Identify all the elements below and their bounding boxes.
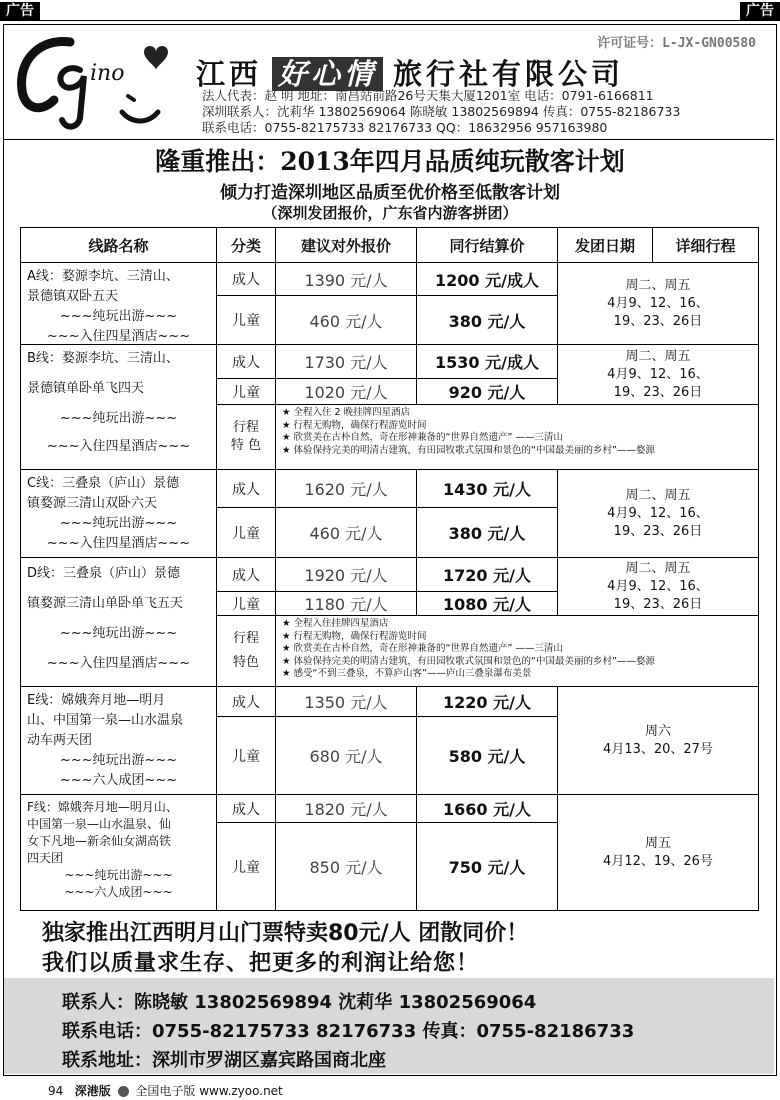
route-name-line: 景德镇双卧五天 bbox=[27, 289, 119, 304]
route-name-line: F线：嫦娥奔月地—明月山、 bbox=[27, 800, 178, 814]
category-adult: 成人 bbox=[217, 345, 276, 379]
route-name-line: A线：婺源李坑、三清山、 bbox=[27, 269, 179, 284]
departure-weekday: 周二、周五 bbox=[625, 487, 691, 503]
adult-public-price: 1730 元/人 bbox=[276, 345, 417, 379]
route-tag: ~~~六人成团~~~ bbox=[59, 773, 178, 788]
ad-label-right: 广告 bbox=[740, 2, 780, 20]
route-tag: ~~~纯玩出游~~~ bbox=[59, 516, 178, 531]
contact-phones: 联系电话：0755-82175733 82176733 传真：0755-82186733 bbox=[62, 1021, 635, 1042]
page-footer bbox=[48, 1082, 283, 1099]
adult-peer-price: 1220 元/人 bbox=[417, 687, 558, 717]
departure-days: 19、23、26日 bbox=[613, 384, 703, 400]
itinerary-item: ★ 欣赏美在古朴自然，奇在形神兼备的“世界自然遗产” ——三清山 bbox=[282, 643, 563, 654]
contact-people: 联系人：陈晓敏 13802569894 沈莉华 13802569064 bbox=[62, 992, 537, 1013]
route-name-line: B线：婺源李坑、三清山、 bbox=[27, 351, 179, 366]
route-name-line: 镇婺源三清山单卧单飞五天 bbox=[27, 596, 184, 611]
header-category: 分类 bbox=[217, 227, 276, 263]
top-rule bbox=[0, 20, 780, 21]
page-subheadline: 倾力打造深圳地区品质至优价格至低散客计划 bbox=[220, 183, 560, 203]
route-tag: ~~~入住四星酒店~~~ bbox=[46, 536, 191, 551]
child-peer-price: 1080 元/人 bbox=[417, 592, 558, 616]
itinerary-label-line: 特 色 bbox=[230, 438, 262, 453]
company-prefix: 江西 bbox=[196, 57, 263, 91]
page-note: （深圳发团报价，广东省内游客拼团） bbox=[262, 204, 518, 222]
adult-peer-price: 1430 元/人 bbox=[417, 470, 558, 508]
route-name-line: 景德镇单卧单飞四天 bbox=[27, 381, 145, 396]
category-adult: 成人 bbox=[217, 263, 276, 296]
route-name-line: E线：嫦娥奔月地—明月 bbox=[27, 693, 166, 708]
departure-days: 4月9、12、16、 bbox=[607, 366, 709, 382]
edition-logo-icon bbox=[118, 1086, 129, 1097]
adult-public-price: 1820 元/人 bbox=[276, 795, 417, 823]
category-child: 儿童 bbox=[217, 296, 276, 345]
company-info-line: 联系电话：0755-82175733 82176733 QQ：18632956 957163980 bbox=[202, 120, 608, 135]
license-number: 许可证号：L-JX-GN00580 bbox=[597, 36, 756, 51]
child-public-price: 1020 元/人 bbox=[276, 379, 417, 405]
departure-weekday: 周二、周五 bbox=[625, 277, 691, 293]
route-tag: ~~~纯玩出游~~~ bbox=[59, 411, 178, 426]
itinerary-item: ★ 全程入住挂牌四星酒店 bbox=[282, 618, 389, 629]
company-name bbox=[196, 52, 624, 93]
company-logo-icon bbox=[10, 30, 200, 134]
company-brand: 好心情 bbox=[272, 57, 383, 91]
edition-name: 深港版 bbox=[74, 1084, 111, 1098]
route-tag: ~~~六人成团~~~ bbox=[64, 885, 173, 899]
page-number: 94 bbox=[48, 1084, 64, 1098]
route-tag: ~~~纯玩出游~~~ bbox=[59, 753, 178, 768]
category-child: 儿童 bbox=[217, 592, 276, 616]
departure-days: 19、23、26日 bbox=[613, 313, 703, 329]
child-peer-price: 580 元/人 bbox=[417, 717, 558, 795]
child-public-price: 460 元/人 bbox=[276, 296, 417, 345]
adult-public-price: 1620 元/人 bbox=[276, 470, 417, 508]
svg-text:ino: ino bbox=[90, 61, 125, 86]
route-name-line: 中国第一泉—山水温泉、仙 bbox=[27, 817, 172, 831]
company-info-line: 法人代表：赵 明 地址：南昌站前路26号天集大厦1201室 电话：0791-6166811 bbox=[202, 88, 654, 103]
itinerary-item: ★ 行程无购物，确保行程游览时间 bbox=[282, 630, 427, 642]
route-name-line: 四天团 bbox=[27, 851, 64, 865]
header-route-name: 线路名称 bbox=[20, 227, 217, 263]
header-public-price: 建议对外报价 bbox=[276, 227, 417, 263]
company-suffix: 旅行社有限公司 bbox=[393, 57, 625, 91]
company-info-line: 深圳联系人：沈莉华 13802569064 陈晓敏 13802569894 传真：0755-82186733 bbox=[202, 104, 681, 119]
route-name-line: 镇婺源三清山双卧六天 bbox=[27, 496, 158, 511]
adult-public-price: 1390 元/人 bbox=[276, 263, 417, 296]
website-text: 全国电子版 www.zyoo.net bbox=[135, 1084, 283, 1098]
route-name-line: D线：三叠泉（庐山）景德 bbox=[27, 566, 181, 581]
header-departure-date: 发团日期 bbox=[558, 227, 653, 263]
itinerary-item: ★ 体验保持完美的明清古建筑，有田园牧歌式氛围和景色的“中国最美丽的乡村”——婺源 bbox=[282, 444, 655, 456]
header-itinerary: 详细行程 bbox=[653, 227, 759, 263]
promo-line: 独家推出江西明月山门票特卖80元/人 团散同价！ bbox=[42, 921, 529, 946]
itinerary-label-line: 行程 bbox=[232, 420, 259, 435]
child-peer-price: 380 元/人 bbox=[417, 296, 558, 345]
adult-public-price: 1350 元/人 bbox=[276, 687, 417, 717]
itinerary-item: ★ 行程无购物，确保行程游览时间 bbox=[282, 419, 427, 431]
child-peer-price: 750 元/人 bbox=[417, 823, 558, 911]
departure-days: 4月9、12、16、 bbox=[607, 295, 709, 311]
adult-public-price: 1920 元/人 bbox=[276, 558, 417, 592]
departure-weekday: 周五 bbox=[644, 835, 671, 851]
departure-days: 4月9、12、16、 bbox=[607, 578, 709, 594]
departure-days: 4月12、19、26号 bbox=[603, 853, 713, 869]
company-header bbox=[4, 24, 774, 140]
departure-weekday: 周六 bbox=[644, 723, 671, 739]
itinerary-label-line: 行程 bbox=[232, 631, 259, 646]
itinerary-item: ★ 感受“不到三叠泉，不算庐山客”——庐山三叠泉瀑布美景 bbox=[282, 668, 532, 679]
route-name-line: 动车两天团 bbox=[27, 733, 93, 748]
header-peer-price: 同行结算价 bbox=[417, 227, 558, 263]
route-name-line: C线：三叠泉（庐山）景德 bbox=[27, 476, 180, 491]
page-headline: 隆重推出：2013年四月品质纯玩散客计划 bbox=[155, 147, 625, 176]
adult-peer-price: 1200 元/成人 bbox=[417, 263, 558, 296]
category-child: 儿童 bbox=[217, 823, 276, 911]
category-child: 儿童 bbox=[217, 508, 276, 558]
adult-peer-price: 1530 元/成人 bbox=[417, 345, 558, 379]
departure-days: 19、23、26日 bbox=[613, 523, 703, 539]
route-tag: ~~~纯玩出游~~~ bbox=[64, 868, 173, 882]
route-name-line: 女下凡地—新余仙女湖高铁 bbox=[27, 834, 172, 848]
route-name-line: 山、中国第一泉—山水温泉 bbox=[27, 713, 184, 728]
itinerary-item: ★ 体验保持完美的明清古建筑，有田园牧歌式氛围和景色的“中国最美丽的乡村”——婺源 bbox=[282, 655, 655, 667]
category-adult: 成人 bbox=[217, 470, 276, 508]
child-public-price: 460 元/人 bbox=[276, 508, 417, 558]
child-peer-price: 920 元/人 bbox=[417, 379, 558, 405]
departure-days: 4月9、12、16、 bbox=[607, 505, 709, 521]
route-tag: ~~~入住四星酒店~~~ bbox=[46, 656, 191, 671]
category-child: 儿童 bbox=[217, 717, 276, 795]
departure-weekday: 周二、周五 bbox=[625, 560, 691, 576]
departure-days: 4月13、20、27号 bbox=[603, 741, 713, 757]
child-public-price: 680 元/人 bbox=[276, 717, 417, 795]
child-peer-price: 380 元/人 bbox=[417, 508, 558, 558]
route-tag: ~~~入住四星酒店~~~ bbox=[46, 329, 191, 344]
itinerary-item: ★ 欣赏美在古朴自然，奇在形神兼备的“世界自然遗产” ——三清山 bbox=[282, 432, 563, 443]
contact-address: 联系地址：深圳市罗湖区嘉宾路国商北座 bbox=[62, 1050, 386, 1071]
category-child: 儿童 bbox=[217, 379, 276, 405]
child-public-price: 1180 元/人 bbox=[276, 592, 417, 616]
child-public-price: 850 元/人 bbox=[276, 823, 417, 911]
category-adult: 成人 bbox=[217, 687, 276, 717]
adult-peer-price: 1720 元/人 bbox=[417, 558, 558, 592]
category-adult: 成人 bbox=[217, 795, 276, 823]
itinerary-item: ★ 全程入住 2 晚挂牌四星酒店 bbox=[282, 407, 411, 418]
ad-label-left: 广告 bbox=[0, 2, 40, 20]
category-adult: 成人 bbox=[217, 558, 276, 592]
promo-line: 我们以质量求生存、把更多的利润让给您！ bbox=[42, 951, 480, 976]
departure-days: 19、23、26日 bbox=[613, 596, 703, 612]
itinerary-label-line: 特色 bbox=[232, 655, 259, 670]
route-tag: ~~~入住四星酒店~~~ bbox=[46, 439, 191, 454]
route-tag: ~~~纯玩出游~~~ bbox=[59, 309, 178, 324]
route-tag: ~~~纯玩出游~~~ bbox=[59, 626, 178, 641]
adult-peer-price: 1660 元/人 bbox=[417, 795, 558, 823]
departure-weekday: 周二、周五 bbox=[625, 348, 691, 364]
